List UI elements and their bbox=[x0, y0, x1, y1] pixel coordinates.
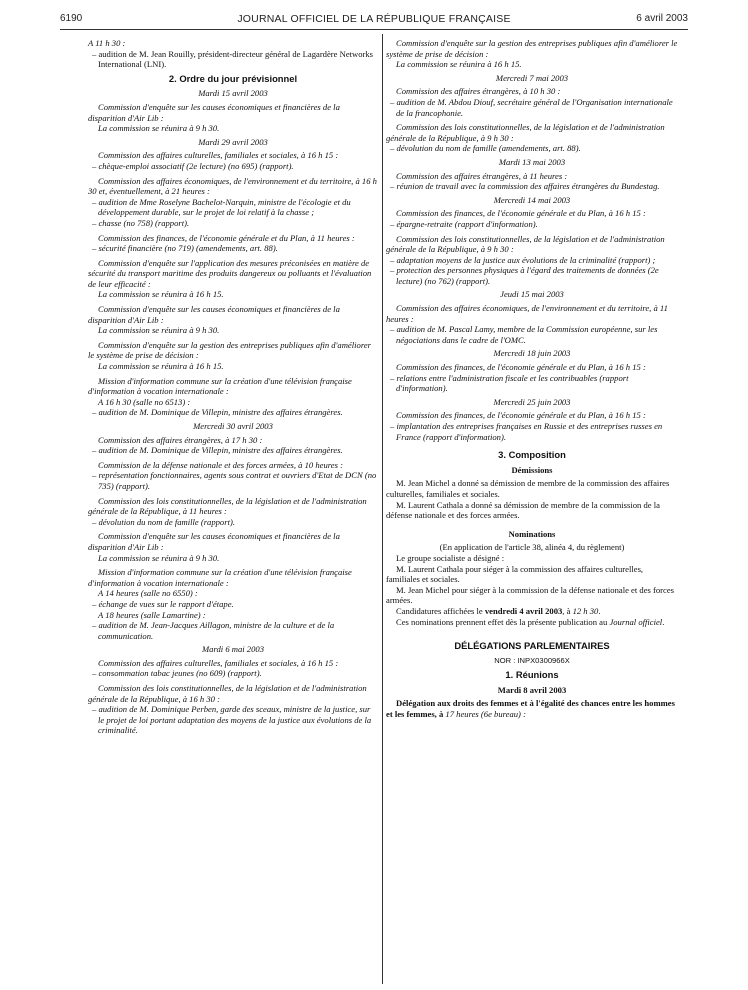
agenda-item: – représentation fonctionnaires, agents sous contrat et ouvriers d'Etat de DCN (no 735) (rapport). bbox=[92, 470, 377, 491]
issue-date: 6 avril 2003 bbox=[636, 13, 688, 24]
agenda-item: – chèque-emploi associatif (2e lecture) (no 695) (rapport). bbox=[92, 160, 294, 171]
agenda-item: – audition de Mme Roselyne Bachelot-Narquin, ministre de l'écologie et du développement durable, sur le projet de loi relatif à la chasse ; bbox=[92, 196, 351, 218]
paragraph: M. Jean Michel pour siéger à la commission de la défense nationale et des forces armées. bbox=[386, 584, 675, 606]
meeting-note: La commission se réunira à 16 h 15. bbox=[98, 361, 224, 372]
committee-line: Commission des affaires économiques, de l'environnement et du territoire, à 16 h 30 et, éventuellement, à 21 heures : bbox=[88, 175, 377, 197]
agenda-item: – épargne-retraite (rapport d'information). bbox=[390, 218, 538, 229]
committee-line: Commission des lois constitutionnelles, de la législation et de l'administration générale de la République, à 9 h 30 : bbox=[386, 122, 665, 143]
agenda-item: – dévolution du nom de famille (rapport). bbox=[92, 516, 235, 527]
committee-line: Commission d'enquête sur les causes économiques et financières de la disparition d'Air Lib : bbox=[88, 531, 340, 552]
paragraph: M. Laurent Cathala pour siéger à la commission des affaires culturelles, familiales et sociales. bbox=[386, 563, 644, 585]
agenda-item: – protection des personnes physiques à l'égard des traitements de données (2e lecture) (no 762) (rapport). bbox=[390, 265, 659, 286]
agenda-item: – adaptation moyens de la justice aux évolutions de la criminalité (rapport) ; bbox=[390, 254, 656, 265]
date-heading: Mardi 13 mai 2003 bbox=[498, 156, 566, 167]
paragraph: M. Jean Michel a donné sa démission de membre de la commission des affaires culturelles, familiales et sociales. bbox=[386, 478, 670, 499]
committee-line: Commission de la défense nationale et des forces armées, à 10 heures : bbox=[98, 459, 343, 470]
committee-line: Commission des lois constitutionnelles, de la législation et de l'administration générale de la République, à 11 heures : bbox=[88, 495, 367, 517]
committee-line: Commission d'enquête sur l'application des mesures préconisées en matière de sécurité du transport maritime des produits dangereux ou polluants et l'évaluation de leur efficacité : bbox=[88, 257, 372, 289]
date-heading: Mardi 15 avril 2003 bbox=[198, 88, 268, 99]
agenda-item: – audition de M. Dominique de Villepin, ministre des affaires étrangères. bbox=[92, 445, 343, 456]
agenda-item: – sécurité financière (no 719) (amendements, art. 88). bbox=[92, 243, 278, 254]
date-heading: Mercredi 30 avril 2003 bbox=[193, 421, 273, 431]
column-divider bbox=[382, 34, 383, 984]
text-run-bold: Délégation aux droits des femmes et à l'égalité des chances entre les hommes et les femmes, à bbox=[386, 698, 675, 720]
committee-line: Commission d'enquête sur la gestion des entreprises publiques afin d'améliorer le système de prise de décision : bbox=[386, 38, 678, 59]
committee-line: Commission d'enquête sur les causes économiques et financières de la disparition d'Air Lib : bbox=[88, 304, 340, 325]
time-label: A 11 h 30 : bbox=[88, 38, 126, 48]
committee-line: Commission des finances, de l'économie générale et du Plan, à 16 h 15 : bbox=[396, 410, 646, 421]
date-heading: Mardi 29 avril 2003 bbox=[198, 136, 268, 147]
committee-line: Commission des affaires économiques, de l'environnement et du territoire, à 11 heures : bbox=[386, 303, 668, 324]
date-heading: Mardi 8 avril 2003 bbox=[497, 684, 567, 695]
committee-line: Commission des affaires étrangères, à 11 heures : bbox=[396, 170, 568, 181]
committee-line: Commission des finances, de l'économie générale et du Plan, à 16 h 15 : bbox=[396, 208, 646, 219]
text-run: Candidatures affichées le bbox=[396, 605, 485, 616]
left-column bbox=[88, 38, 378, 736]
committee-line: Commission des lois constitutionnelles, de la législation et de l'administration générale de la République, à 16 h 30 : bbox=[88, 683, 367, 704]
text-run: . bbox=[662, 616, 665, 627]
agenda-item: – audition de M. Dominique Perben, garde des sceaux, ministre de la justice, sur le projet de loi portant adaptation des moyens de la justice aux évolutions de la criminalité. bbox=[92, 704, 372, 736]
committee-line: Commission des finances, de l'économie générale et du Plan, à 16 h 15 : bbox=[396, 362, 646, 373]
right-column bbox=[386, 38, 678, 720]
committee-line: Mission d'information commune sur la création d'une télévision française d'information à vocation internationale : bbox=[88, 567, 352, 588]
meeting-note: La commission se réunira à 9 h 30. bbox=[98, 123, 220, 134]
section-title: 3. Composition bbox=[498, 449, 566, 461]
committee-line: Commission d'enquête sur la gestion des entreprises publiques afin d'améliorer le système de prise de décision : bbox=[88, 339, 372, 361]
subsection-title: Démissions bbox=[511, 464, 553, 475]
text-run: . bbox=[598, 605, 601, 616]
meeting-note: La commission se réunira à 16 h 15. bbox=[396, 59, 522, 70]
text-run-bold: vendredi 4 avril 2003 bbox=[484, 605, 563, 616]
agenda-item: – chasse (no 758) (rapport). bbox=[92, 217, 190, 228]
nor-reference: NOR : INPX0300966X bbox=[494, 655, 570, 665]
journal-title: JOURNAL OFFICIEL DE LA RÉPUBLIQUE FRANÇAISE bbox=[237, 13, 511, 25]
committee-line: Commission des lois constitutionnelles, de la législation et de l'administration générale de la République, à 9 h 30 : bbox=[386, 233, 665, 255]
delegation-paragraph bbox=[386, 698, 678, 719]
committee-line: Commission des affaires étrangères, à 17 h 30 : bbox=[98, 434, 263, 445]
text-run-italic: 12 h 30 bbox=[572, 605, 599, 616]
text-run: , à bbox=[562, 605, 573, 616]
date-heading: Mercredi 18 juin 2003 bbox=[493, 348, 571, 359]
section-title: 2. Ordre du jour prévisionnel bbox=[168, 72, 298, 84]
subsection-title: Nominations bbox=[508, 528, 556, 539]
agenda-item: – implantation des entreprises françaises en Russie et des entreprises russes en France (rapport d'information). bbox=[390, 421, 663, 442]
paragraph: (En application de l'article 38, alinéa 4, du règlement) bbox=[439, 542, 625, 553]
date-heading: Mardi 6 mai 2003 bbox=[202, 644, 264, 655]
meeting-note: La commission se réunira à 9 h 30. bbox=[98, 552, 220, 563]
agenda-item: – audition de M. Jean Rouilly, président-directeur général de Lagardère Networks International (LNI). bbox=[92, 48, 374, 70]
page-number: 6190 bbox=[60, 13, 83, 24]
date-heading: Mercredi 14 mai 2003 bbox=[493, 194, 571, 205]
committee-line: Commission des finances, de l'économie générale et du Plan, à 11 heures : bbox=[98, 232, 355, 243]
agenda-item: – échange de vues sur le rapport d'étape. bbox=[92, 598, 234, 609]
paragraph: Le groupe socialiste a désigné : bbox=[396, 552, 505, 563]
time-label: A 18 heures (salle Lamartine) : bbox=[98, 609, 206, 620]
agenda-item: – audition de M. Dominique de Villepin, ministre des affaires étrangères. bbox=[92, 407, 343, 418]
section-title: 1. Réunions bbox=[505, 669, 559, 681]
time-label: A 16 h 30 (salle no 6513) : bbox=[98, 396, 191, 407]
text-run: Ces nominations prennent effet dès la présente publication au bbox=[396, 616, 610, 627]
date-heading: Mercredi 7 mai 2003 bbox=[495, 72, 569, 83]
text-run-italic: Journal officiel bbox=[609, 616, 663, 627]
meeting-note: La commission se réunira à 16 h 15. bbox=[98, 289, 224, 300]
committee-line: Commission des affaires culturelles, familiales et sociales, à 16 h 15 : bbox=[98, 150, 339, 161]
text-run-italic: 17 heures (6e bureau) : bbox=[445, 709, 526, 720]
committee-line: Mission d'information commune sur la création d'une télévision française d'information à vocation internationale : bbox=[88, 375, 352, 397]
committee-line: Commission des affaires étrangères, à 10 h 30 : bbox=[396, 86, 561, 97]
agenda-item: – audition de M. Abdou Diouf, secrétaire général de l'Organisation internationale de la francophonie. bbox=[390, 96, 673, 118]
agenda-item: – relations entre l'administration fiscale et les contribuables (rapport d'information). bbox=[390, 372, 629, 394]
agenda-item: – consommation tabac jeunes (no 609) (rapport). bbox=[92, 668, 262, 679]
time-label: A 14 heures (salle no 6550) : bbox=[98, 588, 198, 599]
date-heading: Jeudi 15 mai 2003 bbox=[500, 289, 564, 300]
agenda-item: – dévolution du nom de famille (amendements, art. 88). bbox=[390, 143, 581, 154]
section-title: DÉLÉGATIONS PARLEMENTAIRES bbox=[454, 640, 610, 652]
date-heading: Mercredi 25 juin 2003 bbox=[493, 396, 571, 407]
agenda-item: – réunion de travail avec la commission des affaires étrangères du Bundestag. bbox=[390, 181, 660, 192]
effect-paragraph bbox=[386, 617, 678, 628]
committee-line: Commission d'enquête sur les causes économiques et financières de la disparition d'Air Lib : bbox=[88, 101, 340, 123]
meeting-note: La commission se réunira à 9 h 30. bbox=[98, 325, 220, 336]
agenda-item: – audition de M. Pascal Lamy, membre de la Commission européenne, sur les négociations dans le cadre de l'OMC. bbox=[390, 324, 658, 345]
paragraph: M. Laurent Cathala a donné sa démission de membre de la commission de la défense nationale et des forces armées. bbox=[386, 499, 660, 521]
committee-line: Commission des affaires culturelles, familiales et sociales, à 16 h 15 : bbox=[98, 657, 339, 668]
agenda-item: – audition de M. Jean-Jacques Aillagon, ministre de la culture et de la communication. bbox=[92, 620, 335, 641]
page-header bbox=[60, 13, 688, 30]
candidatures-paragraph bbox=[386, 606, 678, 617]
